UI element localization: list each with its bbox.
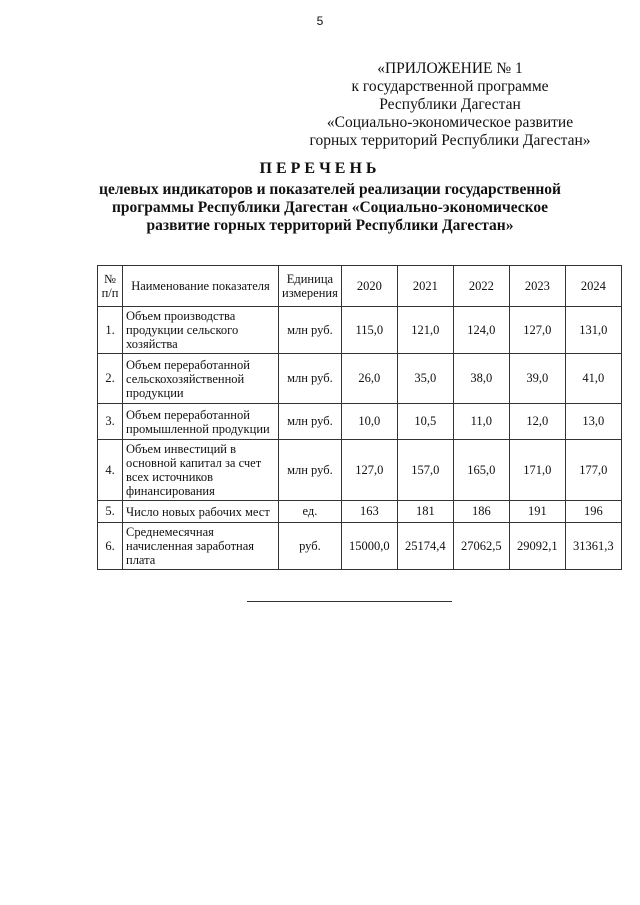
- table-row: [98, 307, 622, 354]
- document-title: ПЕРЕЧЕНЬ: [259, 160, 381, 177]
- row-value: 127,0: [341, 440, 397, 501]
- row-value: 115,0: [341, 307, 397, 354]
- row-value: 15000,0: [341, 523, 397, 570]
- header-num: № п/п: [98, 266, 123, 307]
- appendix-line: к государственной программе: [351, 78, 549, 95]
- indicators-table: [97, 265, 622, 570]
- subtitle-line: программы Республики Дагестан «Социально-экономическое: [111, 199, 549, 216]
- row-value: 177,0: [565, 440, 621, 501]
- row-value: 39,0: [509, 354, 565, 404]
- row-value: 163: [341, 501, 397, 523]
- row-value: 121,0: [397, 307, 453, 354]
- row-value: 171,0: [509, 440, 565, 501]
- row-value: 11,0: [453, 404, 509, 440]
- header-year: 2020: [341, 266, 397, 307]
- row-value: 10,0: [341, 404, 397, 440]
- row-value: 27062,5: [453, 523, 509, 570]
- header-name: Наименование показателя: [123, 266, 279, 307]
- row-name: Среднемесячная начисленная заработная плата: [123, 523, 279, 570]
- row-num: 5.: [98, 501, 123, 523]
- row-value: 181: [397, 501, 453, 523]
- row-value: 35,0: [397, 354, 453, 404]
- header-year: 2023: [509, 266, 565, 307]
- row-num: 3.: [98, 404, 123, 440]
- row-num: 6.: [98, 523, 123, 570]
- appendix-header: [300, 60, 600, 150]
- row-value: 31361,3: [565, 523, 621, 570]
- header-year: 2022: [453, 266, 509, 307]
- row-value: 165,0: [453, 440, 509, 501]
- row-value: 127,0: [509, 307, 565, 354]
- row-value: 25174,4: [397, 523, 453, 570]
- row-name: Объем переработанной сельскохозяйственной продукции: [123, 354, 279, 404]
- page-number: 5: [316, 14, 324, 28]
- header-unit: Единица измерения: [279, 266, 342, 307]
- table-row: [98, 523, 622, 570]
- table-row: [98, 354, 622, 404]
- row-num: 4.: [98, 440, 123, 501]
- row-value: 191: [509, 501, 565, 523]
- end-divider: [247, 601, 452, 602]
- row-unit: млн руб.: [279, 440, 342, 501]
- row-value: 186: [453, 501, 509, 523]
- row-value: 131,0: [565, 307, 621, 354]
- row-unit: руб.: [279, 523, 342, 570]
- row-value: 124,0: [453, 307, 509, 354]
- header-year: 2021: [397, 266, 453, 307]
- row-value: 29092,1: [509, 523, 565, 570]
- appendix-line: Республики Дагестан: [379, 96, 521, 113]
- row-name: Объем производства продукции сельского хозяйства: [123, 307, 279, 354]
- row-unit: млн руб.: [279, 307, 342, 354]
- row-value: 196: [565, 501, 621, 523]
- row-value: 10,5: [397, 404, 453, 440]
- row-value: 12,0: [509, 404, 565, 440]
- table-row: [98, 404, 622, 440]
- row-unit: млн руб.: [279, 404, 342, 440]
- appendix-line: «Социально-экономическое развитие: [326, 114, 574, 131]
- subtitle-line: целевых индикаторов и показателей реализации государственной: [99, 181, 561, 198]
- row-num: 2.: [98, 354, 123, 404]
- header-year: 2024: [565, 266, 621, 307]
- row-unit: млн руб.: [279, 354, 342, 404]
- row-value: 26,0: [341, 354, 397, 404]
- table-row: [98, 501, 622, 523]
- appendix-line: горных территорий Республики Дагестан»: [309, 132, 591, 149]
- document-subtitle: [60, 181, 600, 235]
- row-name: Объем инвестиций в основной капитал за счет всех источников финансирования: [123, 440, 279, 501]
- row-num: 1.: [98, 307, 123, 354]
- row-value: 13,0: [565, 404, 621, 440]
- appendix-line: «ПРИЛОЖЕНИЕ № 1: [377, 60, 523, 77]
- row-name: Объем переработанной промышленной продукции: [123, 404, 279, 440]
- row-value: 157,0: [397, 440, 453, 501]
- table-row: [98, 440, 622, 501]
- subtitle-line: развитие горных территорий Республики Дагестан»: [146, 217, 514, 234]
- row-name: Число новых рабочих мест: [123, 501, 279, 523]
- row-value: 38,0: [453, 354, 509, 404]
- row-unit: ед.: [279, 501, 342, 523]
- row-value: 41,0: [565, 354, 621, 404]
- table-header-row: [98, 266, 622, 307]
